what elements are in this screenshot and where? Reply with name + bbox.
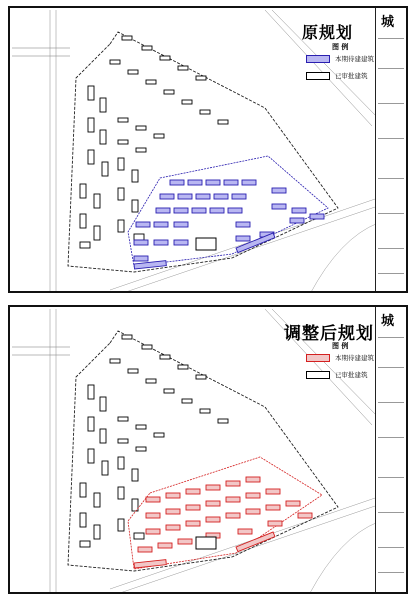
approved-building — [88, 385, 94, 399]
new-building — [174, 240, 188, 245]
approved-building — [80, 483, 86, 497]
new-building — [226, 497, 240, 502]
approved-building — [88, 86, 94, 100]
approved-building — [132, 200, 138, 212]
new-building — [292, 208, 306, 213]
approved-building — [132, 469, 138, 481]
approved-building — [80, 541, 90, 547]
approved-building — [88, 449, 94, 463]
legend-label: 本期待建建筑 — [335, 354, 374, 362]
legend-swatch-approved — [306, 371, 330, 379]
legend-swatch-new — [306, 354, 330, 362]
approved-building — [200, 110, 210, 114]
sheet-title: 调整后规划 — [284, 324, 374, 344]
new-building — [206, 485, 220, 490]
new-building — [188, 180, 202, 185]
approved-building — [160, 355, 170, 359]
approved-building — [128, 70, 138, 74]
approved-building — [196, 76, 206, 80]
approved-building — [218, 120, 228, 124]
new-building — [272, 204, 286, 209]
new-building — [192, 208, 206, 213]
approved-building — [80, 214, 86, 228]
approved-building — [132, 499, 138, 511]
approved-building — [134, 234, 144, 240]
approved-building — [94, 525, 100, 539]
new-building — [146, 529, 160, 534]
approved-building — [102, 461, 108, 475]
new-building — [166, 525, 180, 530]
approved-building — [142, 46, 152, 50]
new-building — [214, 194, 228, 199]
road-line — [310, 223, 378, 293]
approved-building — [118, 118, 128, 122]
road-line — [12, 48, 70, 56]
company-logo: 城 — [381, 15, 395, 30]
new-building — [286, 501, 300, 506]
approved-building — [178, 365, 188, 369]
new-building — [298, 513, 312, 518]
approved-building — [118, 519, 124, 531]
approved-building — [118, 158, 124, 170]
adjusted-plan-sheet — [8, 305, 408, 594]
legend-swatch-new — [306, 55, 330, 63]
new-building — [154, 222, 168, 227]
approved-building — [100, 130, 106, 144]
new-building — [246, 509, 260, 514]
new-building — [134, 240, 148, 245]
new-building — [206, 501, 220, 506]
approved-building — [118, 457, 124, 469]
new-building — [174, 222, 188, 227]
new-building — [186, 489, 200, 494]
new-building — [158, 543, 172, 548]
new-building — [136, 222, 150, 227]
new-building — [266, 489, 280, 494]
approved-building — [110, 60, 120, 64]
approved-building — [200, 409, 210, 413]
new-building — [166, 509, 180, 514]
new-building — [236, 222, 250, 227]
new-building — [238, 529, 252, 534]
approved-building — [88, 150, 94, 164]
approved-building — [164, 389, 174, 393]
new-building — [206, 517, 220, 522]
title-block — [375, 8, 406, 291]
legend-item-new — [306, 54, 374, 63]
approved-building — [136, 148, 146, 152]
approved-building — [136, 447, 146, 451]
approved-building — [182, 399, 192, 403]
new-building — [134, 256, 148, 261]
new-building — [146, 513, 160, 518]
approved-building — [128, 369, 138, 373]
new-building — [146, 497, 160, 502]
approved-building — [164, 90, 174, 94]
new-building — [174, 208, 188, 213]
approved-building — [118, 140, 128, 144]
legend-title: 图 例 — [332, 43, 349, 51]
new-building — [224, 180, 238, 185]
approved-building — [122, 36, 132, 40]
approved-building — [132, 170, 138, 182]
new-building — [236, 532, 275, 552]
approved-building — [136, 126, 146, 130]
approved-building — [100, 429, 106, 443]
new-building — [310, 214, 324, 219]
new-building — [186, 505, 200, 510]
approved-building — [196, 375, 206, 379]
road-line — [12, 347, 70, 355]
approved-building — [94, 226, 100, 240]
new-building — [206, 180, 220, 185]
approved-building — [146, 80, 156, 84]
approved-building — [80, 513, 86, 527]
new-building — [226, 513, 240, 518]
road-line — [50, 309, 56, 592]
new-building — [246, 493, 260, 498]
approved-building — [94, 493, 100, 507]
approved-building — [118, 188, 124, 200]
new-building — [178, 539, 192, 544]
new-building — [236, 236, 250, 241]
approved-building — [146, 379, 156, 383]
approved-building — [118, 220, 124, 232]
legend-label: 已审批建筑 — [335, 371, 368, 379]
approved-building — [102, 162, 108, 176]
new-building — [154, 240, 168, 245]
legend-item-approved — [306, 370, 368, 379]
new-building — [210, 208, 224, 213]
approved-building — [218, 419, 228, 423]
new-building — [246, 477, 260, 482]
new-building — [166, 493, 180, 498]
approved-building — [94, 194, 100, 208]
approved-building — [100, 397, 106, 411]
title-block — [375, 307, 406, 592]
legend-item-approved — [306, 71, 368, 80]
approved-building — [122, 335, 132, 339]
approved-building — [88, 118, 94, 132]
new-building — [138, 547, 152, 552]
new-building — [268, 521, 282, 526]
legend-label: 已审批建筑 — [335, 72, 368, 80]
site-boundary — [68, 32, 338, 272]
new-building — [272, 188, 286, 193]
approved-building — [178, 66, 188, 70]
approved-building — [80, 242, 90, 248]
new-building — [160, 194, 174, 199]
approved-building — [134, 533, 144, 539]
new-building — [232, 194, 246, 199]
sheet-title: 原规划 — [302, 23, 354, 42]
approved-building — [100, 98, 106, 112]
new-building — [228, 208, 242, 213]
legend-swatch-approved — [306, 72, 330, 80]
approved-building — [136, 425, 146, 429]
new-building — [290, 218, 304, 223]
approved-building — [142, 345, 152, 349]
new-building — [170, 180, 184, 185]
road-line — [310, 522, 378, 593]
approved-building — [118, 417, 128, 421]
approved-building — [154, 134, 164, 138]
approved-building — [110, 359, 120, 363]
company-logo: 城 — [381, 314, 395, 329]
new-building — [186, 521, 200, 526]
approved-building — [154, 433, 164, 437]
road-line — [50, 10, 56, 293]
new-building — [196, 194, 210, 199]
new-building — [226, 481, 240, 486]
approved-building — [118, 487, 124, 499]
legend-item-new — [306, 353, 374, 362]
new-building — [266, 505, 280, 510]
approved-building — [160, 56, 170, 60]
original-plan-sheet — [8, 6, 408, 293]
approved-building — [88, 417, 94, 431]
new-building — [242, 180, 256, 185]
new-building — [156, 208, 170, 213]
approved-building — [196, 537, 216, 549]
site-boundary — [68, 331, 338, 571]
new-building — [178, 194, 192, 199]
approved-building — [80, 184, 86, 198]
legend-title: 图 例 — [332, 342, 349, 350]
legend-label: 本期待建建筑 — [335, 55, 374, 63]
approved-building — [196, 238, 216, 250]
approved-building — [182, 100, 192, 104]
approved-building — [118, 439, 128, 443]
